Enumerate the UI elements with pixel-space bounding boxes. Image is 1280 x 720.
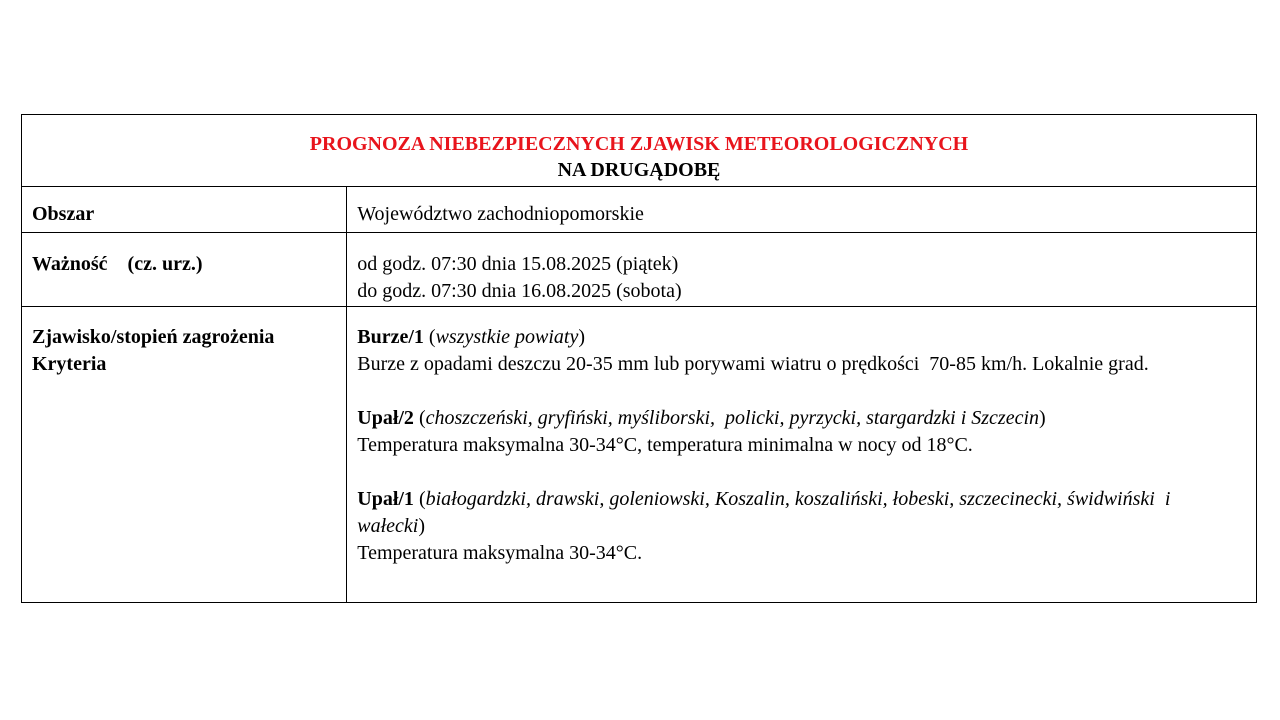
row-obszar	[22, 187, 1257, 233]
phenomenon-description: Burze z opadami deszczu 20-35 mm lub porywami wiatru o prędkości 70-85 km/h. Lokalnie grad.	[357, 353, 1149, 375]
zjawisko-value	[347, 307, 1257, 603]
zjawisko-label	[22, 307, 347, 603]
phenomenon-areas: wszystkie powiaty	[435, 326, 579, 348]
phenomenon-upal-1	[357, 486, 1236, 567]
paren-close: )	[1039, 407, 1046, 429]
title-cell	[22, 115, 1257, 187]
phenomenon-upal-2	[357, 405, 1236, 459]
phenomenon-areas: białogardzki, drawski, goleniowski, Koszalin, koszaliński, łobeski, szczecinecki, świdwiński i wałecki	[357, 488, 1176, 537]
paren-open: (	[413, 488, 426, 510]
obszar-label: Obszar	[22, 187, 347, 233]
paren-open: (	[423, 326, 436, 348]
row-waznosc	[22, 233, 1257, 307]
paren-open: (	[413, 407, 426, 429]
phenomenon-areas: choszczeński, gryfiński, myśliborski, policki, pyrzycki, stargardzki i Szczecin	[425, 407, 1040, 429]
phenomenon-name: Burze/1	[357, 326, 424, 348]
title-row	[22, 115, 1257, 187]
waznosc-value	[347, 233, 1257, 307]
obszar-value: Województwo zachodniopomorskie	[347, 187, 1257, 233]
row-zjawisko	[22, 307, 1257, 603]
phenomenon-description: Temperatura maksymalna 30-34°C.	[357, 542, 643, 564]
phenomenon-name: Upał/1	[357, 488, 414, 510]
zjawisko-label-line1: Zjawisko/stopień zagrożenia	[32, 326, 275, 348]
document-title: PROGNOZA NIEBEZPIECZNYCH ZJAWISK METEOROLOGICZNYCH	[309, 133, 969, 155]
document-subtitle: NA DRUGĄDOBĘ	[557, 159, 721, 181]
warning-table	[21, 114, 1257, 603]
phenomenon-burze	[357, 324, 1236, 378]
waznosc-label-text: Ważność (cz. urz.)	[32, 253, 203, 275]
phenomenon-name: Upał/2	[357, 407, 414, 429]
waznosc-label	[22, 233, 347, 307]
paren-close: )	[418, 515, 426, 537]
zjawisko-label-line2: Kryteria	[32, 353, 107, 375]
valid-to: do godz. 07:30 dnia 16.08.2025 (sobota)	[357, 280, 682, 302]
paren-close: )	[578, 326, 586, 348]
phenomenon-description: Temperatura maksymalna 30-34°C, temperatura minimalna w nocy od 18°C.	[357, 434, 973, 456]
valid-from: od godz. 07:30 dnia 15.08.2025 (piątek)	[357, 253, 679, 275]
